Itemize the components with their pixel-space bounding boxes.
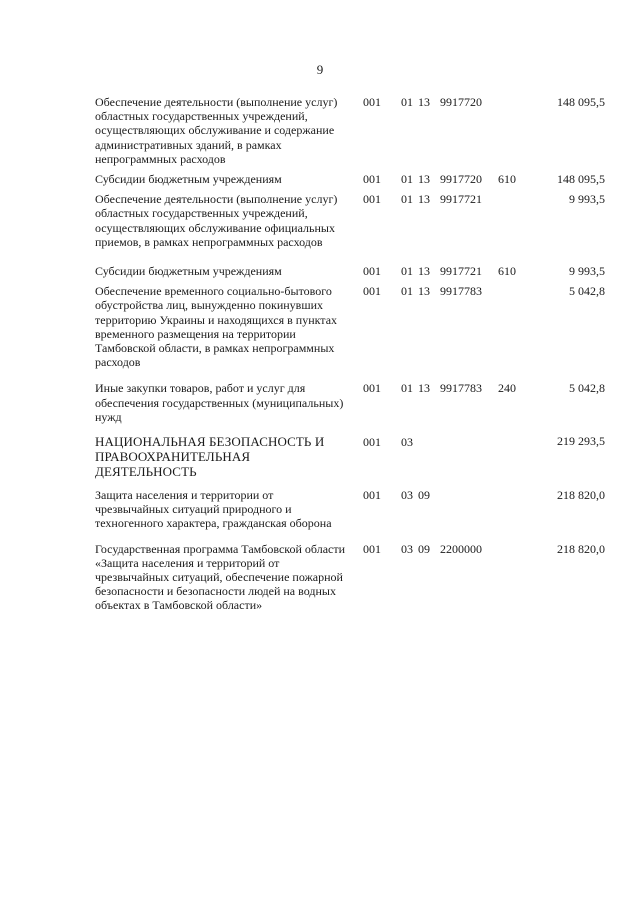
row-expense-type: 240 — [498, 381, 516, 396]
row-ministry-code: 001 — [363, 172, 381, 187]
table-row — [95, 192, 605, 249]
row-description: Субсидии бюджетным учреждениям — [95, 172, 282, 187]
table-row — [95, 381, 605, 424]
page-number: 9 — [316, 62, 324, 77]
table-row — [95, 284, 605, 369]
row-section-code: 01 — [401, 192, 413, 207]
row-section-code: 01 — [401, 381, 413, 396]
row-section-code: 03 — [401, 488, 413, 503]
table-row — [95, 542, 605, 613]
row-subsection-code: 13 — [418, 284, 430, 299]
row-description: Обеспечение деятельности (выполнение услуг) областных государственных учреждений, осуществляющих обслуживание официальных приемов, в рамках непрограммных расходов — [95, 192, 338, 249]
row-ministry-code: 001 — [363, 264, 381, 279]
row-ministry-code: 001 — [363, 192, 381, 207]
row-target-code: 9917720 — [440, 172, 482, 187]
row-subsection-code: 13 — [418, 172, 430, 187]
row-amount: 218 820,0 — [557, 488, 605, 503]
row-subsection-code: 13 — [418, 381, 430, 396]
row-target-code: 2200000 — [440, 541, 482, 556]
row-subsection-code: 13 — [418, 264, 430, 279]
row-ministry-code: 001 — [363, 435, 381, 450]
row-description: Обеспечение деятельности (выполнение услуг) областных государственных учреждений, осуществляющих обслуживание и содержание административных зданий, в рамках непрограммных расходов — [95, 95, 338, 166]
table-row — [95, 488, 605, 531]
table-row — [95, 95, 605, 166]
row-subsection-code: 09 — [418, 541, 430, 556]
row-amount: 148 095,5 — [557, 172, 605, 187]
row-amount: 148 095,5 — [557, 95, 605, 109]
row-amount: 5 042,8 — [569, 381, 605, 396]
row-subsection-code: 13 — [418, 192, 430, 207]
row-section-code: 01 — [401, 284, 413, 299]
row-expense-type: 610 — [498, 172, 516, 187]
row-subsection-code: 13 — [418, 95, 430, 109]
row-amount: 5 042,8 — [569, 284, 605, 299]
row-target-code: 9917721 — [440, 192, 482, 207]
row-description: Иные закупки товаров, работ и услуг для обеспечения государственных (муниципальных) нужд — [95, 381, 344, 424]
row-section-code: 03 — [401, 541, 413, 556]
row-ministry-code: 001 — [363, 284, 381, 299]
row-ministry-code: 001 — [363, 381, 381, 396]
row-expense-type: 610 — [498, 264, 516, 279]
row-target-code: 9917721 — [440, 264, 482, 279]
row-subsection-code: 09 — [418, 488, 430, 503]
row-target-code: 9917783 — [440, 284, 482, 299]
row-description: Обеспечение временного социально-бытового обустройства лиц, вынужденно покинувших территорию Украины и находящихся в пунктах временного размещения на территории Тамбовской области, в рамках непрограммных расходов — [95, 284, 338, 370]
row-section-code: 01 — [401, 264, 413, 279]
row-description: Субсидии бюджетным учреждениям — [95, 264, 282, 279]
table-row-section-heading — [95, 434, 605, 479]
row-description: НАЦИОНАЛЬНАЯ БЕЗОПАСНОСТЬ И ПРАВООХРАНИТЕЛЬНАЯ ДЕЯТЕЛЬНОСТЬ — [95, 434, 325, 480]
row-ministry-code: 001 — [363, 95, 381, 109]
row-amount: 9 993,5 — [569, 264, 605, 279]
row-ministry-code: 001 — [363, 488, 381, 503]
row-amount: 9 993,5 — [569, 192, 605, 207]
row-section-code: 01 — [401, 172, 413, 187]
row-description: Государственная программа Тамбовской области «Защита населения и территорий от чрезвычайных ситуаций, обеспечение пожарной безопасности и безопасности людей на водных объектах в Тамбовской области» — [95, 541, 346, 613]
row-section-code: 01 — [401, 95, 413, 109]
budget-table — [95, 95, 605, 613]
row-amount: 219 293,5 — [557, 434, 605, 449]
row-target-code: 9917783 — [440, 381, 482, 396]
row-description: Защита населения и территории от чрезвычайных ситуаций природного и техногенного характера, гражданская оборона — [95, 488, 332, 531]
row-ministry-code: 001 — [363, 541, 381, 556]
row-target-code: 9917720 — [440, 95, 482, 109]
row-amount: 218 820,0 — [557, 541, 605, 556]
table-row — [95, 264, 605, 278]
table-row — [95, 172, 605, 186]
row-section-code: 03 — [401, 435, 413, 450]
